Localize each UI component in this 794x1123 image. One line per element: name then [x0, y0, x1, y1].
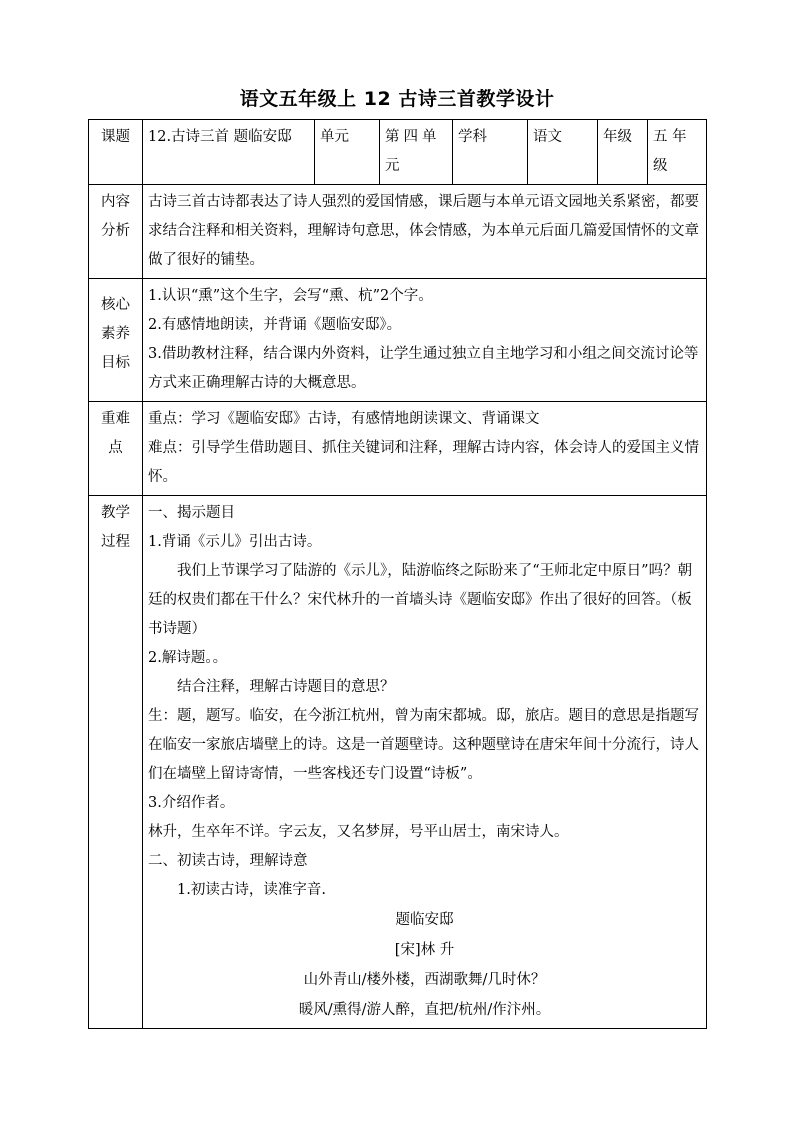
topic-value: 12.古诗三首 题临安邸: [143, 120, 315, 185]
poem-line: 山外青山/楼外楼，西湖歌舞/几时休？: [303, 972, 546, 988]
teaching-process-row: [89, 496, 707, 1029]
core-goals-list: [143, 279, 707, 402]
key-points-row: [89, 402, 707, 496]
subject-label: 学科: [453, 120, 528, 185]
poem-title: 题临安邸: [395, 912, 454, 928]
paragraph: 生：题，题写。临安，在今浙江杭州，曾为南宋都城。邸，旅店。题目的意思是指题写在临安一家旅店墙壁上的诗。这是一首题壁诗。这种题壁诗在唐宋年间十分流行，诗人们在墙壁上留诗寄情，一些客栈还专门设置“诗板”。: [148, 708, 699, 782]
key-points-content: [143, 402, 707, 496]
key-point-text: 重点：学习《题临安邸》古诗，有感情地朗读课文、背诵课文: [148, 411, 540, 427]
step-heading: 2.解诗题。。: [148, 650, 228, 666]
section-heading: 二、初读古诗，理解诗意: [148, 853, 308, 869]
unit-label: 单元: [315, 120, 380, 185]
core-goals-row: [89, 279, 707, 402]
difficult-point-text: 难点：引导学生借助题目、抓住关键词和注释，理解古诗内容，体会诗人的爱国主义情怀。: [148, 440, 699, 485]
teaching-process-content: [143, 496, 707, 1029]
teaching-process-label: 教学过程: [89, 496, 143, 1029]
grade-value: 五 年级: [648, 120, 707, 185]
content-analysis-text: 古诗三首古诗都表达了诗人强烈的爱国情感，课后题与本单元语文园地关系紧密，都要求结合注释和相关资料，理解诗句意思，体会情感，为本单元后面几篇爱国情怀的文章做了很好的铺垫。: [143, 185, 707, 279]
paragraph: 结合注释，理解古诗题目的意思？: [177, 679, 395, 695]
content-analysis-row: [89, 185, 707, 279]
subject-value: 语文: [528, 120, 598, 185]
poem-author: [宋]林 升: [394, 942, 455, 958]
content-analysis-label: 内容分析: [89, 185, 143, 279]
paragraph: 林升，生卒年不详。字云友，又名梦屏，号平山居士，南宋诗人。: [148, 824, 569, 840]
poem-line: 暖风/熏得/游人醉，直把/杭州/作汴州。: [298, 1002, 551, 1018]
document-title: 语文五年级上 12 古诗三首教学设计: [239, 88, 555, 110]
section-heading: 一、揭示题目: [148, 505, 235, 521]
lesson-plan-table: [88, 119, 707, 1029]
step-heading: 3.介绍作者。: [148, 795, 235, 811]
goal-item: 1.认识“熏”这个生字，会写“熏、杭”2个字。: [148, 288, 433, 304]
topic-label: 课题: [89, 120, 143, 185]
grade-label: 年级: [598, 120, 648, 185]
step-heading: 1.背诵《示儿》引出古诗。: [148, 534, 322, 550]
step-heading: 1.初读古诗，读准字音.: [177, 882, 326, 898]
paragraph: 我们上节课学习了陆游的《示儿》，陆游临终之际盼来了“王师北定中原日”吗？朝廷的权贵们都在干什么？宋代林升的一首墙头诗《题临安邸》作出了很好的回答。（板书诗题）: [148, 563, 693, 637]
key-points-label: 重难点: [89, 402, 143, 496]
goal-item: 2.有感情地朗读，并背诵《题临安邸》。: [148, 317, 402, 333]
core-goals-label: 核心素养目标: [89, 279, 143, 402]
unit-value: 第四单元: [380, 120, 453, 185]
goal-item: 3.借助教材注释，结合课内外资料，让学生通过独立自主地学习和小组之间交流讨论等方式来正确理解古诗的大概意思。: [148, 346, 699, 391]
header-row: [89, 120, 707, 185]
